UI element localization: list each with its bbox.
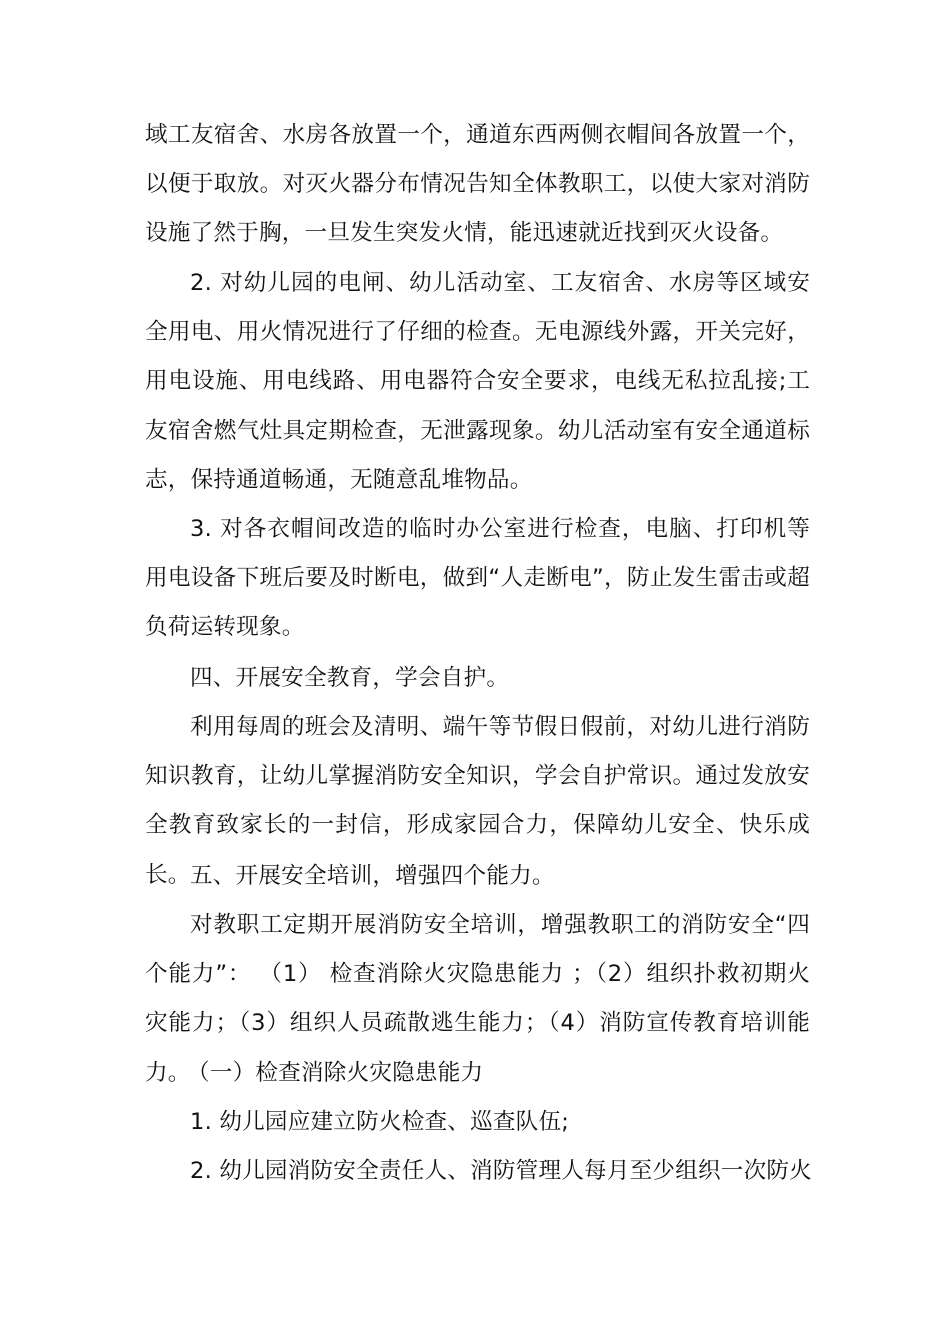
paragraph-extinguisher-placement: 域工友宿舍、水房各放置一个，通道东西两侧衣帽间各放置一个，以便于取放。对灭火器分布情况告知全体教职工，以使大家对消防设施了然于胸，一旦发生突发火情，能迅速就近找到灭火设备。: [145, 122, 810, 247]
heading-hazard-inspection: （一）检查消除火灾隐患能力: [187, 1060, 484, 1086]
list-item-monthly-inspection: 2. 幼儿园消防安全责任人、消防管理人每月至少组织一次防火: [190, 1158, 812, 1184]
paragraph-office-inspection: 3. 对各衣帽间改造的临时办公室进行检查，电脑、打印机等用电设备下班后要及时断电，做到“人走断电”，防止发生雷击或超负荷运转现象。: [145, 516, 810, 641]
heading-safety-training: 五、开展安全培训，增强四个能力。: [190, 863, 555, 889]
paragraph-safety-education: 利用每周的班会及清明、端午等节假日假前，对幼儿进行消防知识教育，让幼儿掌握消防安全知识，学会自护常识。通过发放安全教育致家长的一封信，形成家园合力，保障幼儿安全、快乐成长。: [145, 714, 810, 888]
paragraph-four-abilities: 对教职工定期开展消防安全培训，增强教职工的消防安全“四个能力”： （1） 检查消除火灾隐患能力 ；（2）组织扑救初期火灾能力；（3）组织人员疏散逃生能力；（4）消防宣传教育培训能力。: [145, 912, 810, 1086]
list-item-patrol-team: 1. 幼儿园应建立防火检查、巡查队伍;: [190, 1109, 570, 1135]
paragraph-electric-inspection: 2. 对幼儿园的电闸、幼儿活动室、工友宿舍、水房等区域安全用电、用火情况进行了仔细的检查。无电源线外露，开关完好，用电设施、用电线路、用电器符合安全要求，电线无私拉乱接;工友宿舍燃气灶具定期检查，无泄露现象。幼儿活动室有安全通道标志，保持通道畅通，无随意乱堆物品。: [145, 270, 810, 493]
heading-safety-education: 四、开展安全教育，学会自护。: [190, 665, 510, 691]
